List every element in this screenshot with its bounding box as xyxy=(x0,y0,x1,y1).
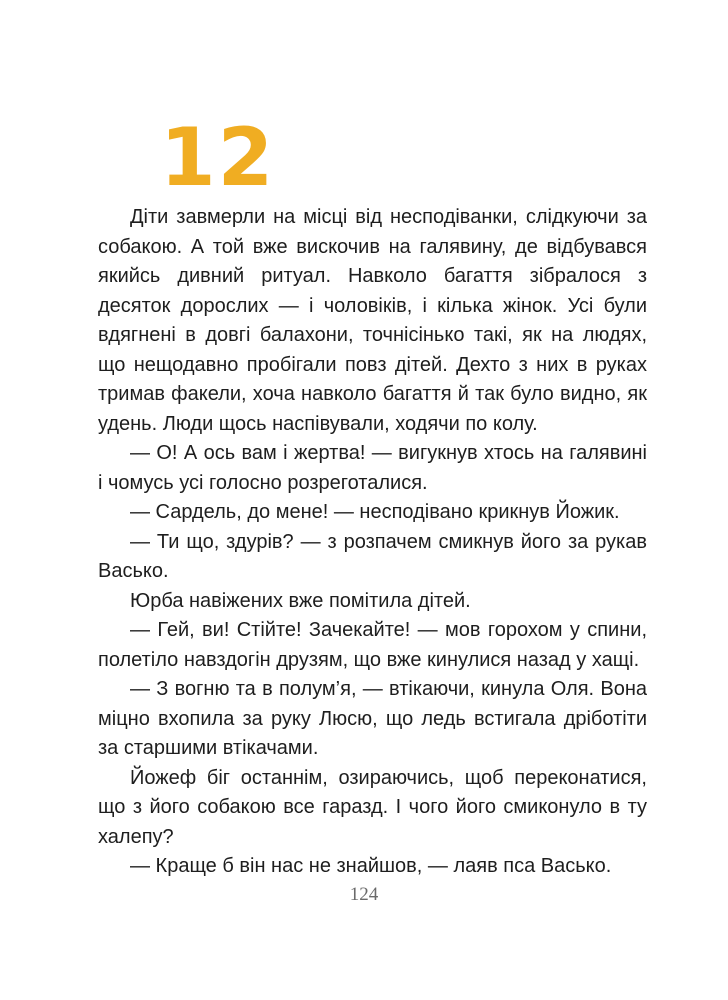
paragraph: — Ти що, здурів? — з розпачем смикнув його за рукав Васько. xyxy=(98,530,647,582)
paragraph: — Сардель, до мене! — несподівано крикнув Йожик. xyxy=(130,501,620,523)
paragraph: — Краще б він нас не знайшов, — лаяв пса Васько. xyxy=(130,855,612,877)
paragraph: Діти завмерли на місці від несподіванки, слідкуючи за собакою. А той вже вискочив на галявину, де відбувався якийсь дивний ритуал. Навколо багаття зібралося з десяток дорослих — і чоловіків, і кілька жінок. Усі були вдягнені в довгі балахони, точнісінько такі, як на людях, що нещодавно пробігали повз дітей. Дехто з них в руках тримав факели, хоча навколо багаття й так було видно, як удень. Люди щось наспівували, ходячи по колу. xyxy=(98,206,647,435)
paragraph: — Гей, ви! Стійте! Зачекайте! — мов горохом у спини, полетіло навздогін друзям, що вже кинулися назад у хащі. xyxy=(98,619,647,671)
page-number: 124 xyxy=(349,884,379,905)
chapter-number: 12 xyxy=(160,111,276,204)
paragraph: Юрба навіжених вже помітила дітей. xyxy=(130,589,471,612)
paragraph: — О! А ось вам і жертва! — вигукнув хтось на галявині і чомусь усі голосно розреготалися. xyxy=(98,442,647,494)
paragraph: Йожеф біг останнім, озираючись, щоб переконатися, що з його собакою все гаразд. І чого його смиконуло в ту халепу? xyxy=(98,766,647,848)
paragraph: — З вогню та в полум’я, — втікаючи, кинула Оля. Вона міцно вхопила за руку Люсю, що ледь встигала дріботіти за старшими втікачами. xyxy=(98,678,647,759)
body-text xyxy=(98,203,647,882)
